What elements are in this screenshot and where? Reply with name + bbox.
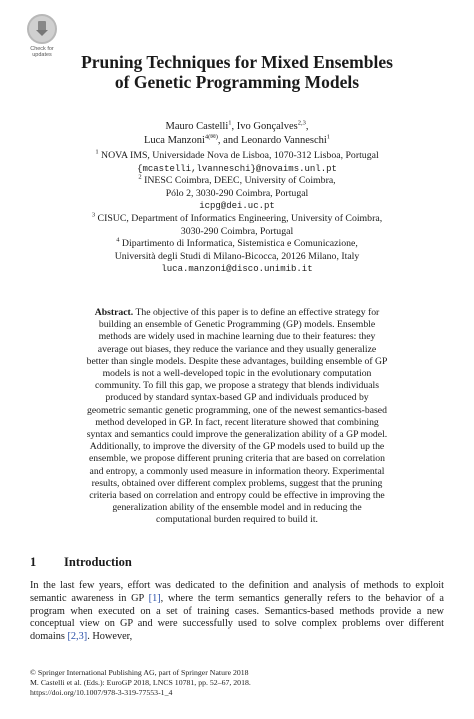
- affiliation-2: $^2$ INESC Coimbra, DEEC, University of Coimbra, Pólo 2, 3030-290 Coimbra, Portugal icpg@dei.uc.pt: [30, 175, 444, 213]
- citation-link[interactable]: [1]: [148, 592, 161, 604]
- section-number: 1: [30, 555, 37, 569]
- copyright-footer: [30, 668, 444, 697]
- citation-info: M. Castelli et al. (Eds.): EuroGP 2018, LNCS 10781, pp. 52–67, 2018.: [30, 677, 251, 687]
- email-link[interactable]: luca.manzoni@disco.unimib.it: [161, 264, 313, 275]
- abstract-heading: Abstract.: [94, 307, 134, 318]
- intro-paragraph: In the last few years, effort was dedicated to the definition and analysis of methods to exploit semantic awareness in GP [1], where the term semantics generally refers to the behavior of a program when executed on a set of training cases. Semantics-based methods provide a new conceptual view on GP and were successfully used to solve complex problems over different domains [2,3]. However,: [30, 580, 444, 643]
- email-link[interactable]: {mcastelli,lvanneschi}@novaims.unl.pt: [137, 163, 337, 174]
- copyright-line: © Springer International Publishing AG, part of Springer Nature 2018: [30, 668, 249, 677]
- email-link[interactable]: icpg@dei.uc.pt: [199, 201, 275, 212]
- affiliation-3: $^3$ CISUC, Department of Informatics Engineering, University of Coimbra, 3030-290 Coimbra, Portugal: [91, 211, 383, 237]
- author-name: Ivo Gonçalves: [236, 121, 298, 132]
- author-list: Mauro Castelli$^1$, Ivo Gonçalves$^{2,3}$, Luca Manzoni$^{4(✉)}$, and Leonardo Vanneschi$^1$: [143, 119, 331, 146]
- paper-title: Pruning Techniques for Mixed Ensembles of Genetic Programming Models: [81, 52, 393, 92]
- affiliation-1: $^1$ NOVA IMS, Universidade Nova de Lisboa, 1070-312 Lisboa, Portugal {mcastelli,lvanneschi}@novaims.unl.pt: [30, 150, 444, 175]
- section-title: Introduction: [64, 555, 132, 569]
- abstract: [86, 307, 388, 527]
- author-name: Luca Manzoni: [143, 134, 205, 146]
- check-updates-icon: [27, 14, 57, 44]
- affiliations: [30, 150, 444, 276]
- doi-link[interactable]: https://doi.org/10.1007/978-3-319-77553-1_4: [30, 687, 173, 697]
- affiliation-4: $^4$ Dipartimento di Informatica, Sistemistica e Comunicazione, Università degli Studi di Milano-Bicocca, 20126 Milano, Italy luca.manzoni@disco.unimib.it: [30, 238, 444, 276]
- citation-link[interactable]: [2,3]: [67, 631, 88, 643]
- abstract-text: The objective of this paper is to define an effective strategy for building an ensemble of Genetic Programming (GP) models. Ensemble methods are widely used in machine learning due to their features: they average out biases, they reduce the variance and they usually generalize better than single models. Despite these advantages, building ensemble of GP models is not a well-developed topic in the evolutionary computation community. To fill this gap, we propose a strategy that blends individuals produced by standard syntax-based GP and individuals produced by geometric semantic genetic programming, one of the newest semantics-based method developed in GP. In fact, recent literature showed that combining syntax and semantics could improve the generalization ability of a GP model. Additionally, to improve the diversity of the GP models used to build up the ensemble, we propose different pruning criteria that are based on correlation and entropy, a commonly used measure in information theory. Experimental results, obtained over different complex problems, suggest that the pruning criteria based on correlation and entropy could be effective in improving the generalization ability of the ensemble model and in reducing the computational burden required to build it.: [86, 307, 388, 526]
- author-name: Leonardo Vanneschi: [240, 134, 327, 146]
- section-heading: [30, 555, 132, 570]
- author-name: Mauro Castelli: [165, 121, 229, 132]
- badge-label: Check for updates: [30, 46, 54, 58]
